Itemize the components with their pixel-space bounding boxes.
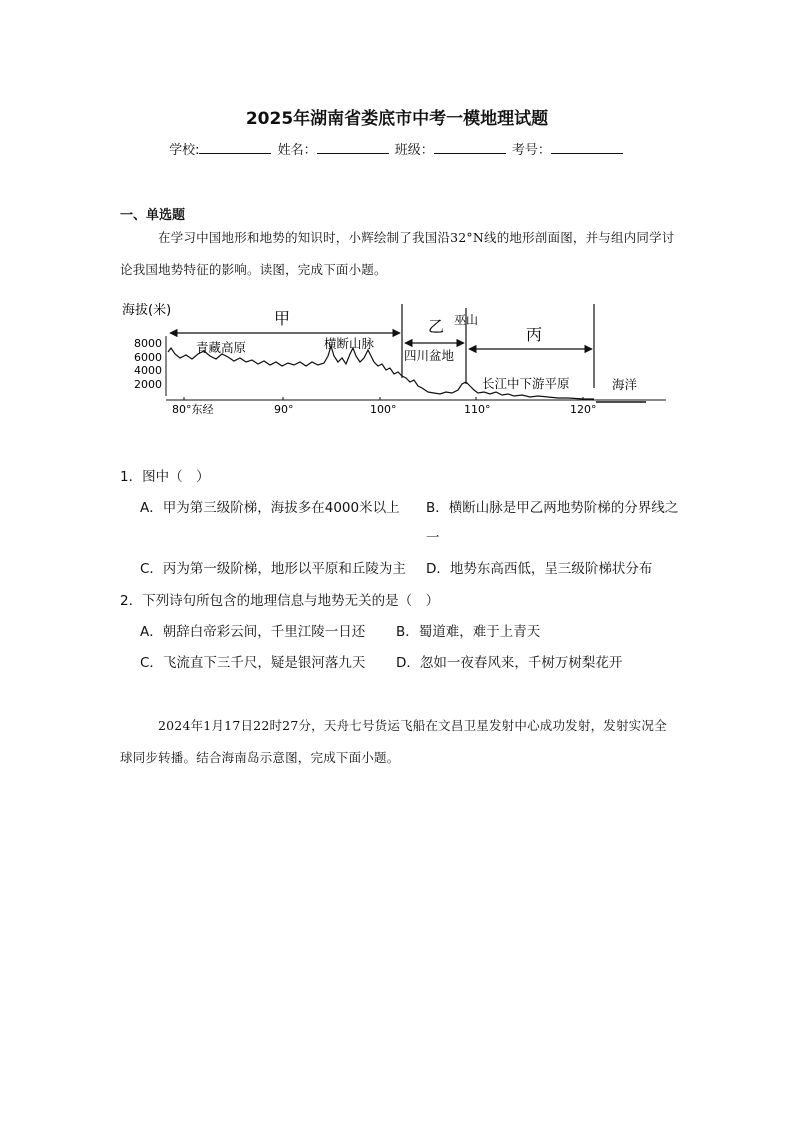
class-blank <box>434 142 506 154</box>
region-label-jia: 甲 <box>274 309 291 328</box>
region-label-changjiang: 长江中下游平原 <box>482 376 570 391</box>
region-label-qingzang: 青藏高原 <box>196 340 247 355</box>
section2-intro-paragraph: 2024年1月17日22时27分，天舟七号货运飞船在文昌卫星发射中心成功发射，发射实况全球同步转播。结合海南岛示意图，完成下面小题。 <box>120 718 667 765</box>
x-tick-label: 110° <box>464 403 491 416</box>
y-tick-label: 8000 <box>134 337 162 350</box>
region-label-wushan: 巫山 <box>454 313 479 327</box>
question-1-option-a: A．甲为第三级阶梯，海拔多在4000米以上 <box>140 500 400 516</box>
region-label-yi: 乙 <box>428 317 445 336</box>
exam-no-label: 考号： <box>511 143 551 158</box>
question-1-option-d: D．地势东高西低，呈三级阶梯状分布 <box>426 561 653 577</box>
question-1-option-b: B．横断山脉是甲乙两地势阶梯的分界线之一 <box>426 500 679 546</box>
region-label-hengduan: 横断山脉 <box>324 336 375 351</box>
page-title: 2025年湖南省娄底市中考一模地理试题 <box>245 109 549 129</box>
y-axis-label: 海拔(米) <box>122 303 172 318</box>
question-2-stem: 2．下列诗句所包含的地理信息与地势无关的是（ ） <box>120 593 440 609</box>
y-tick-label: 4000 <box>134 364 162 377</box>
region-label-bing: 丙 <box>526 325 543 344</box>
x-tick-label: 90° <box>274 403 294 416</box>
x-tick-label: 100° <box>370 403 397 416</box>
x-tick-label: 80°东经 <box>172 403 214 416</box>
region-label-ocean: 海洋 <box>612 377 638 392</box>
school-label: 学校: <box>169 143 200 158</box>
name-blank <box>317 142 389 154</box>
y-tick-label: 6000 <box>134 351 162 364</box>
question-2-option-c: C．飞流直下三千尺，疑是银河落九天 <box>140 655 366 671</box>
section-heading: 一、单选题 <box>120 208 186 223</box>
question-1-stem: 1．图中（ ） <box>120 469 210 485</box>
name-label: 姓名： <box>277 143 317 158</box>
region-label-sichuan: 四川盆地 <box>404 348 455 363</box>
student-info-line <box>0 139 794 158</box>
question-2-option-a: A．朝辞白帝彩云间，千里江陵一日还 <box>140 624 366 640</box>
intro-paragraph: 在学习中国地形和地势的知识时，小辉绘制了我国沿32°N线的地形剖面图，并与组内同学讨论我国地势特征的影响。读图，完成下面小题。 <box>120 230 675 277</box>
y-tick-label: 2000 <box>134 378 162 391</box>
question-2-option-b: B．蜀道难，难于上青天 <box>396 624 541 640</box>
terrain-profile-figure <box>118 296 678 420</box>
x-tick-label: 120° <box>570 403 597 416</box>
question-2-option-d: D．忽如一夜春风来，千树万树梨花开 <box>396 655 623 671</box>
terrain-profile-svg <box>118 296 678 420</box>
class-label: 班级： <box>394 143 434 158</box>
school-blank <box>199 142 271 154</box>
exam-no-blank <box>551 142 623 154</box>
question-1-option-c: C．丙为第一级阶梯，地形以平原和丘陵为主 <box>140 561 406 577</box>
